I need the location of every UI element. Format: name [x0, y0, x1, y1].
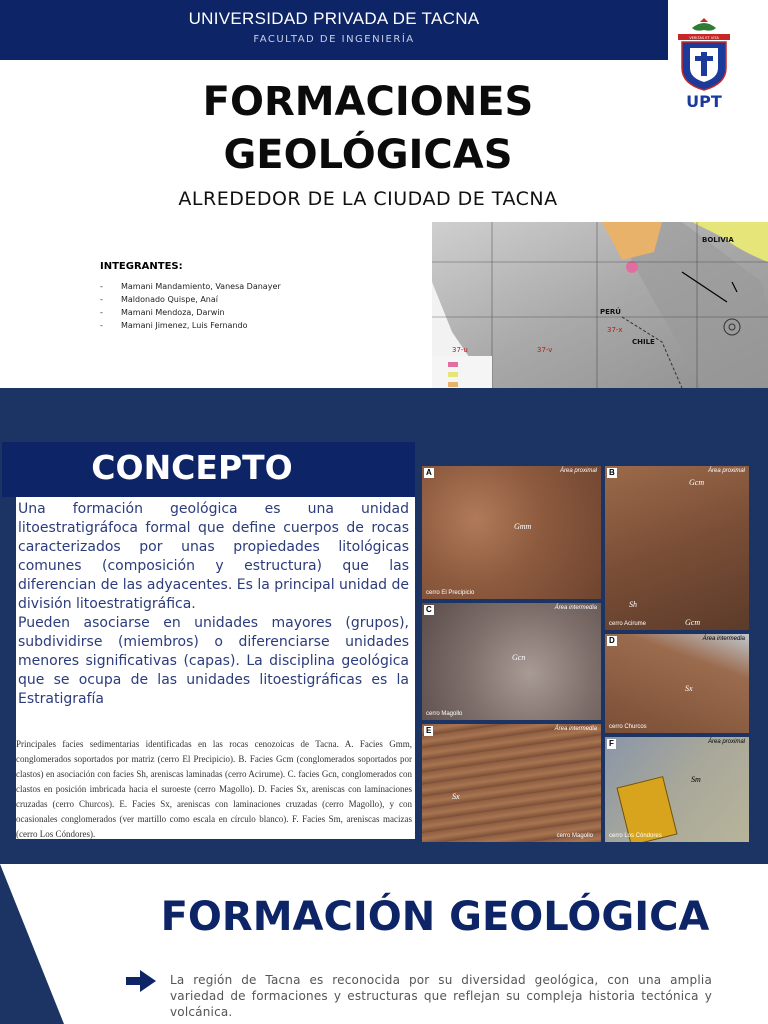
map-label-bolivia: BOLIVIA [702, 236, 734, 244]
title-line-1: FORMACIONES [202, 79, 534, 125]
university-name: UNIVERSIDAD PRIVADA DE TACNA [188, 9, 480, 28]
photo-facies-code: Gcn [512, 653, 526, 662]
photo-facies-a [422, 466, 601, 599]
photo-area-label: Área intermedia [554, 726, 597, 732]
photo-place-label: cerro Churcos [609, 724, 647, 730]
photo-place-label: cerro Los Cóndores [609, 833, 662, 839]
section2-text: La región de Tacna es reconocida por su diversidad geológica, con una amplia variedad de formaciones y estructuras que reflejan su compleja historia tectónica y volcánica. [170, 973, 712, 1019]
map-label-37u: 37-u [452, 346, 468, 354]
photo-area-label: Área intermedia [554, 605, 597, 611]
map-label-chile: CHILE [632, 338, 655, 346]
title-line-2: GEOLÓGICAS [223, 132, 513, 178]
photo-letter: D [609, 636, 615, 645]
photo-letter: A [426, 468, 432, 477]
concept-text [18, 500, 409, 709]
photo-facies-e [422, 724, 601, 842]
photo-facies-code: Sx [452, 792, 460, 801]
logo-acronym: UPT [686, 92, 722, 111]
photo-place-label: cerro Magollo [556, 833, 593, 839]
photo-area-label: Área proximal [559, 468, 597, 474]
photo-area-label: Área proximal [707, 739, 745, 745]
page-title [100, 76, 636, 182]
members-list [100, 280, 281, 332]
photo-facies-code: Gcm [685, 618, 701, 627]
members-label: INTEGRANTES: [100, 261, 183, 272]
photo-place-label: cerro Acirume [609, 621, 647, 627]
photo-facies-d [605, 634, 749, 733]
photo-area-label: Área proximal [707, 468, 745, 474]
page-subtitle: ALREDEDOR DE LA CIUDAD DE TACNA [178, 188, 558, 210]
member-item: - Mamani Mandamiento, Vanesa Danayer [100, 280, 281, 293]
member-item: - Mamani Jimenez, Luis Fernando [100, 319, 281, 332]
member-item: - Maldonado Quispe, Anaí [100, 293, 281, 306]
photo-facies-code: Sh [629, 600, 637, 609]
photo-facies-code: Sx [685, 684, 693, 693]
photo-letter: C [426, 605, 432, 614]
map-label-peru: PERÚ [600, 308, 621, 316]
photo-facies-f [605, 737, 749, 842]
photo-letter: F [609, 739, 614, 748]
photo-facies-code: Gmm [514, 522, 532, 531]
photo-facies-code: Sm [691, 775, 701, 784]
photo-facies-b [605, 466, 749, 630]
faculty-name: FACULTAD DE INGENIERÍA [253, 34, 415, 45]
photo-place-label: cerro El Precipicio [426, 590, 475, 596]
section2-title: FORMACIÓN GEOLÓGICA [160, 894, 710, 940]
member-item: - Mamani Mendoza, Darwin [100, 306, 281, 319]
map-label-37v: 37-v [537, 346, 553, 354]
logo-motto: VERITAS ET VITA [689, 36, 719, 40]
geological-map [432, 222, 768, 388]
map-label-37x: 37-x [607, 326, 623, 334]
photo-place-label: cerro Magollo [426, 711, 463, 717]
photo-facies-code: Gcm [689, 478, 705, 487]
corner-decoration [0, 864, 64, 1024]
arrow-right-icon [126, 970, 156, 992]
concept-title: CONCEPTO [91, 448, 293, 487]
concept-paragraph-2: Pueden asociarse en unidades mayores (grupos), subdividirse (miembros) o diferenciarse unidades menores significativas (capas). La disciplina geológica que se ocupa de las unidades litoestigráficas es la Estratigrafía [18, 615, 409, 707]
photo-facies-c [422, 603, 601, 720]
photo-letter: E [426, 726, 432, 735]
figure-caption: Principales facies sedimentarias identificadas en las rocas cenozoicas de Tacna. A. Facies Gmm, conglomerados soportados por matriz (cerro El Precipicio). B. Facies Gcm (conglomerados soportados por clastos) en asociación con facies Sh, areniscas laminadas (cerro Acirume). C. facies Gcn, conglomerados con clastos en posición imbricada hacia el suroeste (cerro Magollo). D. Facies Sx, areniscas con laminaciones cruzadas (cerro Churcos). E. Facies Sx, areniscas con laminaciones cruzadas (cerro Magollo), y con ocasionales conglomerados (ver martillo como escala en círculo blanco). F. Facies Sm, areniscas macizas (cerro Los Cóndores). [16, 739, 412, 839]
photo-letter: B [609, 468, 615, 477]
concept-paragraph-1: Una formación geológica es una unidad litoestratigráfoca formal que define cuerpos de rocas caracterizados por unas propiedades litológicas comunes (composición y estructura) que las diferencian de las adyacentes. Es la principal unidad de división litoestratigráfica. [18, 501, 409, 612]
photo-area-label: Área intermedia [702, 636, 745, 642]
